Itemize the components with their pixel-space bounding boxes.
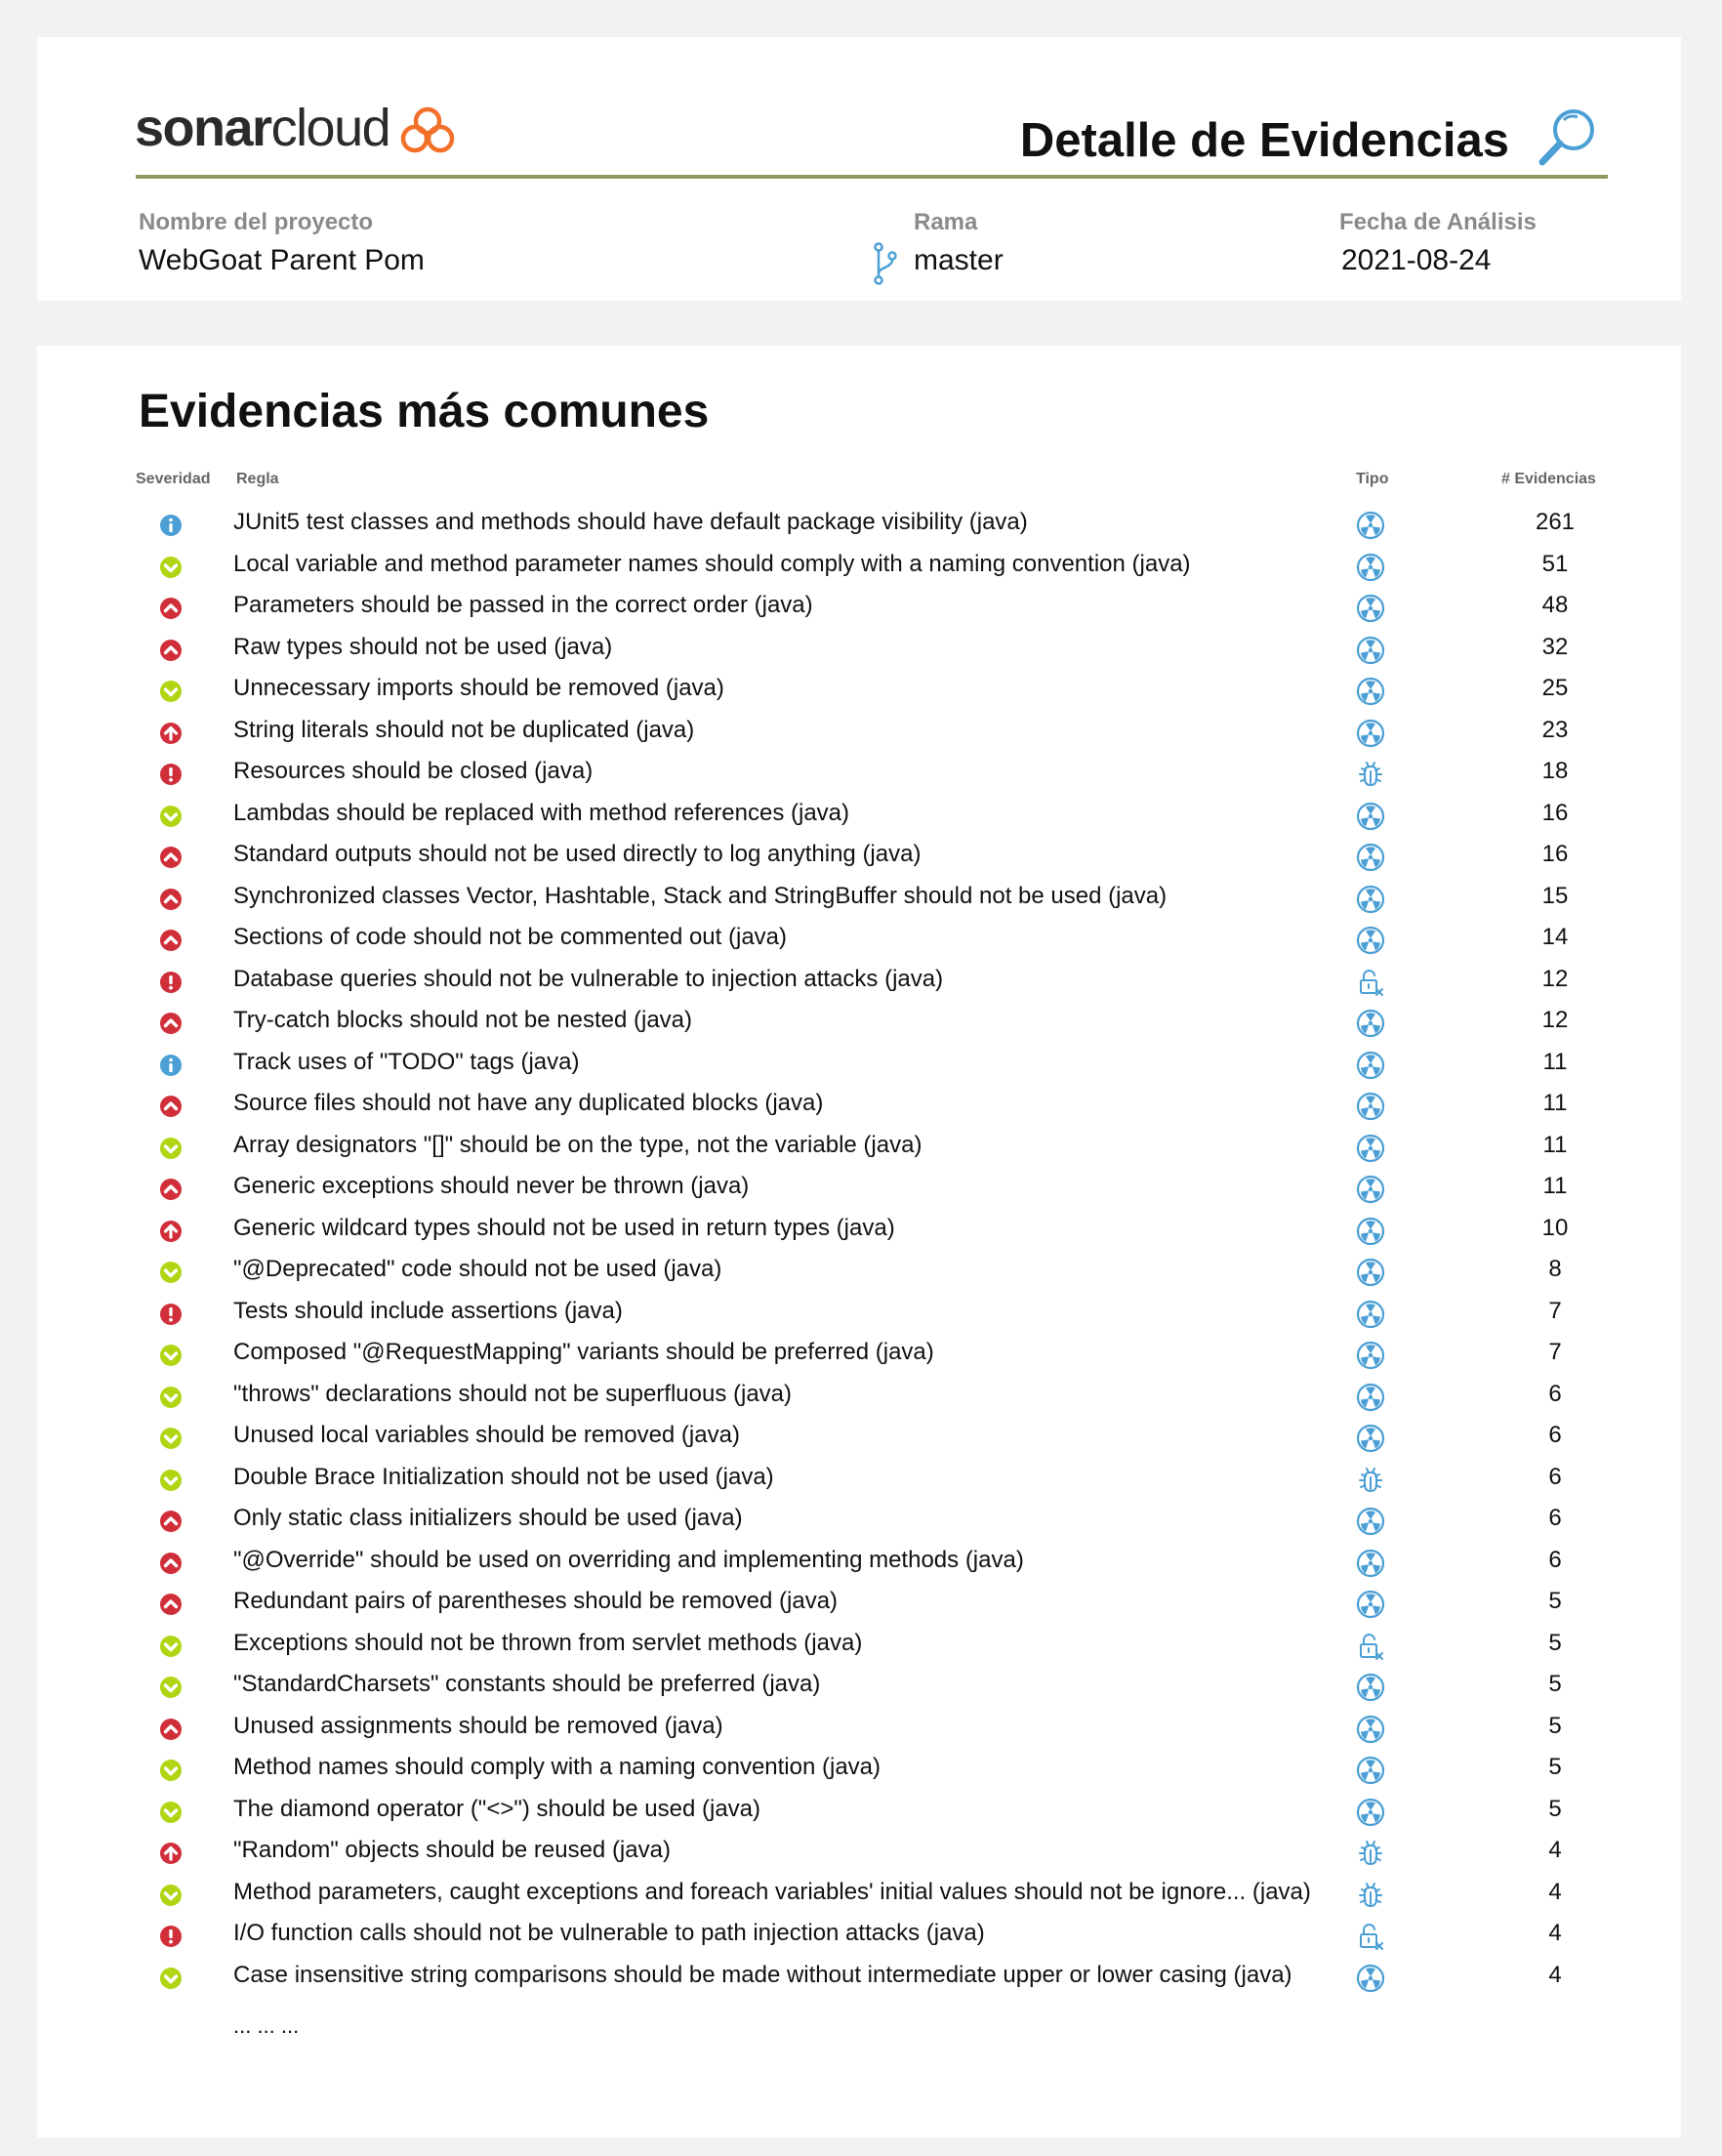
rule-name: Unnecessary imports should be removed (java)	[233, 675, 724, 701]
severity-blocker-icon	[159, 1303, 183, 1326]
type-code-smell-icon	[1356, 1549, 1385, 1578]
type-code-smell-icon	[1356, 1009, 1385, 1038]
rule-name: Lambdas should be replaced with method references (java)	[233, 799, 850, 826]
table-row	[37, 1459, 1681, 1501]
type-code-smell-icon	[1356, 1383, 1385, 1412]
type-column-header: Tipo	[1356, 471, 1389, 487]
issue-count: 16	[1541, 841, 1569, 867]
severity-minor-icon	[159, 1676, 183, 1699]
issue-count: 6	[1548, 1463, 1562, 1490]
rule-name: JUnit5 test classes and methods should have default package visibility (java)	[233, 509, 1028, 535]
type-code-smell-icon	[1356, 1134, 1385, 1163]
rule-name: I/O function calls should not be vulnerable to path injection attacks (java)	[233, 1920, 985, 1946]
table-row	[37, 1666, 1681, 1708]
severity-minor-icon	[159, 1635, 183, 1658]
severity-minor-icon	[159, 556, 183, 579]
table-row	[37, 1251, 1681, 1293]
table-row	[37, 1127, 1681, 1169]
issue-count: 11	[1542, 1131, 1568, 1158]
severity-major-icon	[159, 639, 183, 662]
issue-count: 23	[1541, 716, 1569, 743]
issue-count: 261	[1535, 509, 1576, 535]
table-row	[37, 1583, 1681, 1625]
rule-name: String literals should not be duplicated (java)	[233, 716, 695, 743]
severity-minor-icon	[159, 1469, 183, 1492]
type-code-smell-icon	[1356, 1175, 1385, 1204]
type-code-smell-icon	[1356, 802, 1385, 831]
rule-name: "throws" declarations should not be superfluous (java)	[233, 1380, 793, 1407]
severity-major-icon	[159, 1012, 183, 1035]
rule-name: Source files should not have any duplicated blocks (java)	[233, 1090, 824, 1116]
severity-major-icon	[159, 929, 183, 952]
issue-count: 32	[1541, 633, 1569, 660]
rule-name: Method names should comply with a naming convention (java)	[233, 1754, 882, 1780]
logo-text-bold: sonar	[135, 99, 271, 157]
sonarcloud-logo	[135, 98, 456, 158]
rule-name: The diamond operator ("<>") should be used (java)	[233, 1795, 761, 1822]
type-code-smell-icon	[1356, 1300, 1385, 1329]
severity-info-icon	[159, 1054, 183, 1077]
type-code-smell-icon	[1356, 1756, 1385, 1785]
type-code-smell-icon	[1356, 719, 1385, 748]
rule-name: Sections of code should not be commented out (java)	[233, 924, 787, 950]
type-code-smell-icon	[1356, 1051, 1385, 1080]
table-row	[37, 1957, 1681, 1999]
type-code-smell-icon	[1356, 553, 1385, 582]
table-row	[37, 1832, 1681, 1874]
table-row	[37, 1915, 1681, 1957]
issue-count: 11	[1542, 1048, 1568, 1075]
type-code-smell-icon	[1356, 1590, 1385, 1619]
severity-major-icon	[159, 597, 183, 620]
severity-major-icon	[159, 1593, 183, 1616]
severity-minor-icon	[159, 680, 183, 703]
type-bug-icon	[1356, 760, 1385, 789]
severity-blocker-icon	[159, 971, 183, 994]
table-row	[37, 919, 1681, 961]
severity-minor-icon	[159, 1137, 183, 1160]
branch-icon	[873, 242, 898, 285]
rule-name: Parameters should be passed in the correct order (java)	[233, 592, 813, 618]
rule-name: Exceptions should not be thrown from servlet methods (java)	[233, 1629, 863, 1656]
rule-name: Generic wildcard types should not be used in return types (java)	[233, 1214, 895, 1241]
severity-major-icon	[159, 1510, 183, 1533]
type-code-smell-icon	[1356, 1715, 1385, 1744]
rule-name: Redundant pairs of parentheses should be removed (java)	[233, 1588, 839, 1614]
type-code-smell-icon	[1356, 926, 1385, 955]
document-title: Detalle de Evidencias	[1019, 114, 1509, 167]
rule-name: Standard outputs should not be used directly to log anything (java)	[233, 841, 922, 867]
logo-text-light: cloud	[270, 99, 390, 157]
rule-name: Unused assignments should be removed (java)	[233, 1712, 723, 1739]
severity-minor-icon	[159, 1344, 183, 1367]
issue-count: 7	[1548, 1297, 1562, 1324]
issue-count: 6	[1548, 1422, 1562, 1448]
rule-name: Resources should be closed (java)	[233, 758, 594, 784]
severity-critical-icon	[159, 722, 183, 745]
severity-minor-icon	[159, 805, 183, 828]
issue-count: 16	[1541, 799, 1569, 826]
type-code-smell-icon	[1356, 1964, 1385, 1993]
table-row	[37, 1293, 1681, 1335]
issue-count: 11	[1542, 1173, 1568, 1199]
type-bug-icon	[1356, 1839, 1385, 1868]
rule-name: Double Brace Initialization should not be used (java)	[233, 1463, 774, 1490]
severity-blocker-icon	[159, 763, 183, 786]
rule-name: "Random" objects should be reused (java)	[233, 1837, 671, 1863]
severity-minor-icon	[159, 1386, 183, 1409]
issue-count: 48	[1541, 592, 1569, 618]
type-bug-icon	[1356, 1466, 1385, 1495]
issue-count: 51	[1541, 550, 1569, 577]
table-row	[37, 1542, 1681, 1584]
table-row	[37, 1085, 1681, 1127]
severity-critical-icon	[159, 1220, 183, 1243]
type-vulnerability-icon	[1356, 1632, 1385, 1661]
table-row	[37, 961, 1681, 1003]
rule-name: Array designators "[]" should be on the type, not the variable (java)	[233, 1131, 922, 1158]
rule-name: Database queries should not be vulnerable to injection attacks (java)	[233, 965, 944, 992]
table-row	[37, 1210, 1681, 1252]
severity-major-icon	[159, 1178, 183, 1201]
rule-name: Composed "@RequestMapping" variants should be preferred (java)	[233, 1339, 934, 1365]
severity-minor-icon	[159, 1884, 183, 1907]
issue-count: 11	[1542, 1090, 1568, 1116]
type-code-smell-icon	[1356, 885, 1385, 914]
branch-value: master	[914, 244, 1004, 276]
type-code-smell-icon	[1356, 636, 1385, 665]
type-code-smell-icon	[1356, 1673, 1385, 1702]
issue-count: 6	[1548, 1505, 1562, 1531]
table-row	[37, 1044, 1681, 1086]
severity-minor-icon	[159, 1759, 183, 1782]
rule-name: Case insensitive string comparisons should be made without intermediate upper or lower casing (java)	[233, 1961, 1292, 1988]
table-row	[37, 1376, 1681, 1418]
issue-count: 4	[1548, 1961, 1562, 1988]
table-row	[37, 1002, 1681, 1044]
cloud-logo-icon	[399, 105, 456, 154]
issue-count: 7	[1548, 1339, 1562, 1365]
type-code-smell-icon	[1356, 594, 1385, 623]
severity-minor-icon	[159, 1801, 183, 1824]
table-row	[37, 670, 1681, 712]
branch-label: Rama	[914, 209, 978, 235]
issue-count: 5	[1548, 1754, 1562, 1780]
header-divider	[136, 175, 1608, 179]
type-vulnerability-icon	[1356, 1922, 1385, 1951]
issue-count: 12	[1541, 1007, 1569, 1033]
issue-count: 5	[1548, 1712, 1562, 1739]
type-code-smell-icon	[1356, 1798, 1385, 1827]
severity-major-icon	[159, 888, 183, 911]
table-row	[37, 795, 1681, 837]
rule-name: Tests should include assertions (java)	[233, 1297, 623, 1324]
table-row	[37, 1874, 1681, 1916]
rule-name: Only static class initializers should be used (java)	[233, 1505, 743, 1531]
table-row	[37, 836, 1681, 878]
rule-name: Synchronized classes Vector, Hashtable, Stack and StringBuffer should not be used (java)	[233, 882, 1168, 909]
severity-minor-icon	[159, 1427, 183, 1450]
severity-major-icon	[159, 1718, 183, 1741]
severity-blocker-icon	[159, 1925, 183, 1948]
rule-name: "@Deprecated" code should not be used (java)	[233, 1256, 722, 1282]
table-row	[37, 712, 1681, 754]
report-header	[37, 37, 1681, 301]
issue-count: 10	[1541, 1214, 1569, 1241]
rule-name: Unused local variables should be removed (java)	[233, 1422, 740, 1448]
severity-column-header: Severidad	[136, 471, 211, 487]
issue-count: 6	[1548, 1546, 1562, 1573]
issues-section	[37, 346, 1681, 2137]
issue-count: 25	[1541, 675, 1569, 701]
type-bug-icon	[1356, 1881, 1385, 1910]
project-label: Nombre del proyecto	[139, 209, 374, 235]
issue-count: 4	[1548, 1920, 1562, 1946]
type-code-smell-icon	[1356, 1424, 1385, 1453]
rule-column-header: Regla	[236, 471, 279, 487]
table-row	[37, 504, 1681, 546]
type-code-smell-icon	[1356, 1341, 1385, 1370]
issue-count: 14	[1541, 924, 1569, 950]
magnifier-icon	[1535, 105, 1599, 170]
table-row	[37, 1500, 1681, 1542]
rule-name: Local variable and method parameter names should comply with a naming convention (java)	[233, 550, 1191, 577]
table-row	[37, 1334, 1681, 1376]
rule-name: Raw types should not be used (java)	[233, 633, 613, 660]
rule-name: "StandardCharsets" constants should be preferred (java)	[233, 1671, 821, 1697]
issue-count: 5	[1548, 1671, 1562, 1697]
date-value: 2021-08-24	[1341, 244, 1492, 276]
type-code-smell-icon	[1356, 511, 1385, 540]
table-row	[37, 878, 1681, 920]
severity-critical-icon	[159, 1842, 183, 1865]
issues-table	[37, 504, 1681, 2038]
issue-count: 4	[1548, 1878, 1562, 1905]
project-value: WebGoat Parent Pom	[139, 244, 425, 276]
rule-name: Track uses of "TODO" tags (java)	[233, 1048, 580, 1075]
table-row	[37, 1417, 1681, 1459]
type-code-smell-icon	[1356, 677, 1385, 706]
severity-major-icon	[159, 1095, 183, 1118]
severity-major-icon	[159, 846, 183, 869]
issue-count: 5	[1548, 1588, 1562, 1614]
rule-name: "@Override" should be used on overriding and implementing methods (java)	[233, 1546, 1024, 1573]
table-row	[37, 1625, 1681, 1667]
issue-count: 5	[1548, 1795, 1562, 1822]
rule-name: Method parameters, caught exceptions and foreach variables' initial values should not be ignore... (java)	[233, 1878, 1311, 1905]
issue-count: 6	[1548, 1380, 1562, 1407]
table-row	[37, 1708, 1681, 1750]
table-row	[37, 753, 1681, 795]
type-code-smell-icon	[1356, 1507, 1385, 1536]
severity-major-icon	[159, 1552, 183, 1575]
issue-count: 8	[1548, 1256, 1562, 1282]
rule-name: Generic exceptions should never be thrown (java)	[233, 1173, 750, 1199]
type-code-smell-icon	[1356, 1092, 1385, 1121]
section-title: Evidencias más comunes	[139, 386, 710, 437]
issue-count: 5	[1548, 1629, 1562, 1656]
type-code-smell-icon	[1356, 1217, 1385, 1246]
type-code-smell-icon	[1356, 843, 1385, 872]
type-code-smell-icon	[1356, 1258, 1385, 1287]
type-vulnerability-icon	[1356, 968, 1385, 997]
rule-name: Try-catch blocks should not be nested (java)	[233, 1007, 693, 1033]
table-row	[37, 629, 1681, 671]
count-column-header: # Evidencias	[1501, 471, 1596, 487]
severity-minor-icon	[159, 1261, 183, 1284]
table-row	[37, 546, 1681, 588]
table-row	[37, 1791, 1681, 1833]
severity-info-icon	[159, 514, 183, 537]
table-row	[37, 587, 1681, 629]
table-row	[37, 1749, 1681, 1791]
more-rows-ellipsis: ... ... ...	[233, 2013, 300, 2038]
issue-count: 4	[1548, 1837, 1562, 1863]
date-label: Fecha de Análisis	[1339, 209, 1537, 235]
issue-count: 12	[1541, 965, 1569, 992]
issue-count: 18	[1541, 758, 1569, 784]
table-row	[37, 1168, 1681, 1210]
severity-minor-icon	[159, 1967, 183, 1990]
issue-count: 15	[1541, 882, 1569, 909]
